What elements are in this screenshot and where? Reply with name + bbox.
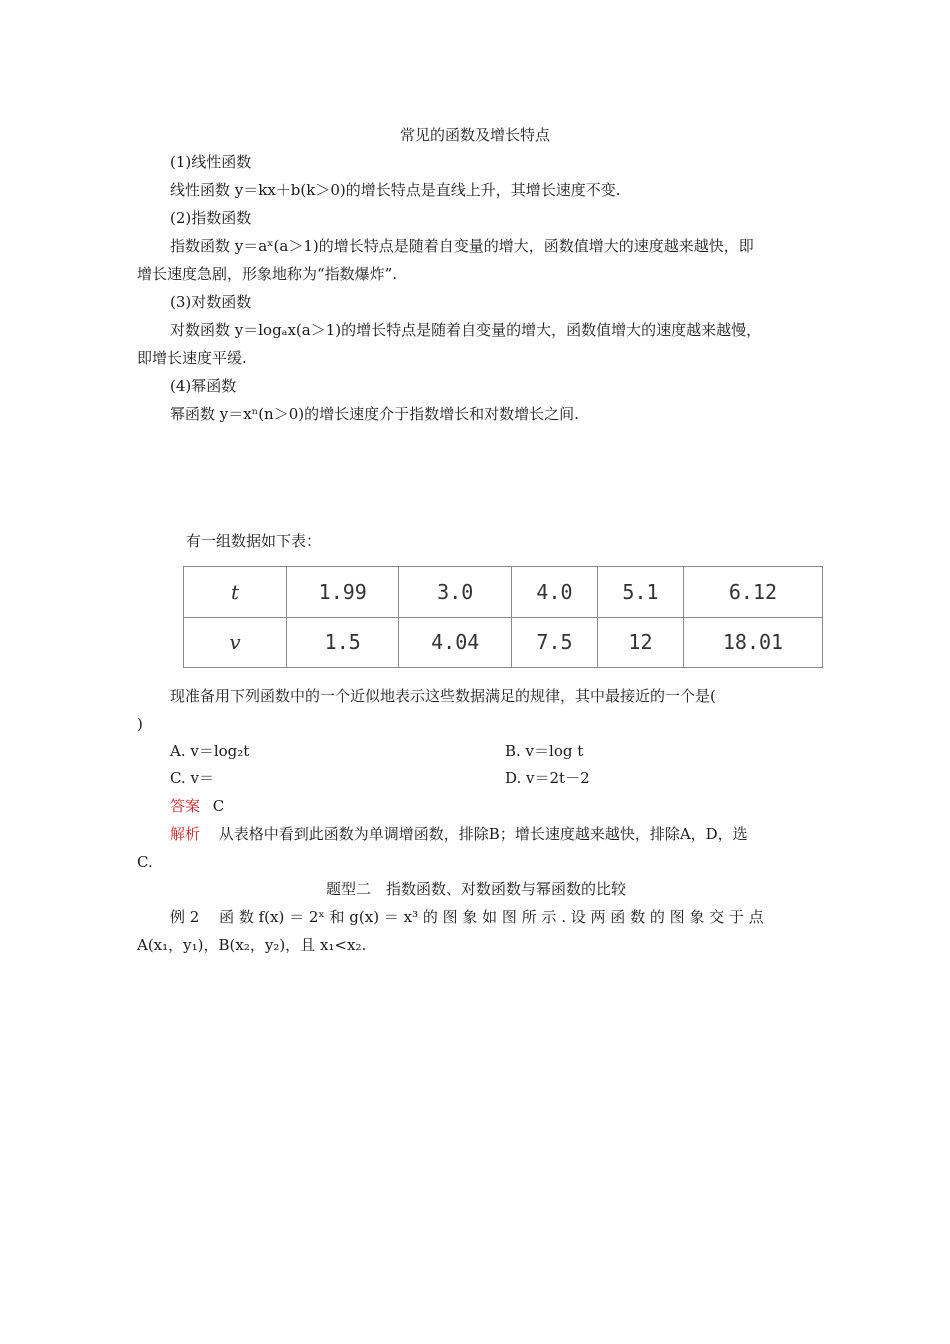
option-a: A. v＝log₂t — [170, 742, 250, 760]
heading-exponential: (2)指数函数 — [170, 209, 252, 227]
data-table — [183, 566, 823, 668]
option-d: D. v＝2t－2 — [505, 769, 590, 787]
row-label-v: v — [184, 617, 287, 668]
question-line-1: 现准备用下列函数中的一个近似地表示这些数据满足的规律，其中最接近的一个是( — [170, 687, 716, 705]
table-cell: 12 — [597, 617, 683, 668]
table-cell: 4.04 — [399, 617, 511, 668]
table-cell: 18.01 — [683, 617, 822, 668]
table-cell: 5.1 — [597, 567, 683, 618]
text-exponential-2: 增长速度急剧，形象地称为“指数爆炸”. — [137, 265, 398, 283]
type2-title: 题型二 指数函数、对数函数与幂函数的比较 — [326, 880, 627, 898]
table-cell: 1.5 — [287, 617, 399, 668]
text-power: 幂函数 y＝xⁿ(n＞0)的增长速度介于指数增长和对数增长之间. — [170, 405, 579, 423]
answer-value: C — [212, 797, 225, 815]
example-line-1: 例 2 函 数 f(x) ＝ 2ˣ 和 g(x) ＝ x³ 的 图 象 如 图 所 示 . 设 两 函 数 的 图 象 交 于 点 — [170, 908, 764, 926]
analysis-line-2: C. — [137, 853, 153, 871]
table-cell: 3.0 — [399, 567, 511, 618]
heading-log: (3)对数函数 — [170, 293, 252, 311]
table-cell: 1.99 — [287, 567, 399, 618]
example-line-2: A(x₁，y₁)，B(x₂，y₂)，且 x₁<x₂. — [137, 936, 367, 954]
analysis-label: 解析 — [170, 825, 201, 843]
analysis-line-1 — [170, 823, 748, 845]
option-b: B. v＝log t — [505, 742, 584, 760]
analysis-text: 从表格中看到此函数为单调增函数，排除B；增长速度越来越快，排除A，D，选 — [218, 825, 748, 843]
text-log-1: 对数函数 y＝logₐx(a＞1)的增长特点是随着自变量的增大，函数值增大的速度越来越慢， — [170, 321, 762, 339]
text-exponential-1: 指数函数 y＝aˣ(a＞1)的增长特点是随着自变量的增大，函数值增大的速度越来越快，即 — [170, 237, 754, 255]
table-row — [184, 617, 823, 668]
row-label-t: t — [184, 567, 287, 618]
heading-power: (4)幂函数 — [170, 377, 237, 395]
section-title: 常见的函数及增长特点 — [399, 126, 550, 144]
table-row — [184, 567, 823, 618]
text-log-2: 即增长速度平缓. — [137, 349, 247, 367]
answer-label: 答案 — [170, 797, 201, 815]
table-cell: 4.0 — [511, 567, 597, 618]
table-cell: 7.5 — [511, 617, 597, 668]
heading-linear: (1)线性函数 — [170, 153, 252, 171]
table-cell: 6.12 — [683, 567, 822, 618]
question-line-2: ) — [137, 715, 143, 733]
problem-intro: 有一组数据如下表： — [186, 532, 322, 550]
text-linear: 线性函数 y＝kx＋b(k＞0)的增长特点是直线上升，其增长速度不变. — [170, 181, 621, 199]
option-c: C. v＝ — [170, 769, 214, 787]
answer-line — [170, 795, 224, 817]
